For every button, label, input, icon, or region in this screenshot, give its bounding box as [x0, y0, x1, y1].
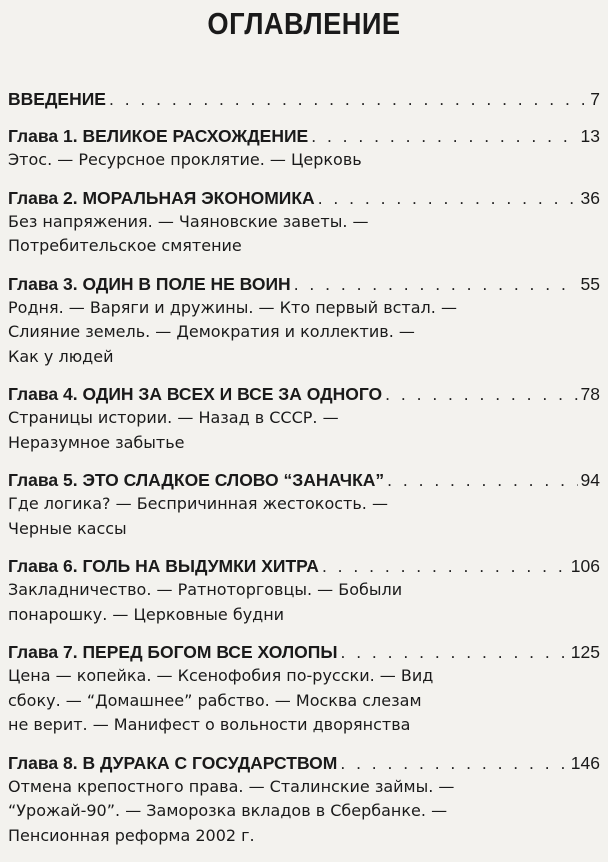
toc-subtopics-line: Страницы истории. — Назад в СССР. —	[8, 408, 339, 427]
dot-leader	[109, 88, 587, 110]
toc-heading-row	[8, 187, 600, 209]
toc-entry-chapter-6[interactable]	[8, 555, 600, 626]
toc-page-number: 55	[580, 273, 600, 294]
toc-heading-row	[8, 641, 600, 663]
toc-page-number: 125	[570, 642, 600, 662]
dot-leader	[340, 752, 567, 774]
dot-leader	[311, 125, 577, 147]
toc-subtopics-line: Закладничество. — Ратноторговцы. — Бобыли	[8, 580, 403, 599]
page-title: ОГЛАВЛЕНИЕ	[207, 6, 401, 41]
toc-page-number: 36	[580, 187, 600, 208]
toc-subtopics-line: Где логика? — Беспричинная жестокость. —	[8, 494, 388, 513]
toc-heading-row	[8, 273, 600, 295]
toc-heading: Глава 4. ОДИН ЗА ВСЕХ И ВСЕ ЗА ОДНОГО	[8, 384, 383, 404]
toc-subtopics-line: Этос. — Ресурсное проклятие. — Церковь	[8, 150, 362, 169]
toc-subtopics-line: Потребительское смятение	[8, 236, 242, 255]
toc-subtopics-line: Отмена крепостного права. — Сталинские займы. —	[8, 776, 455, 796]
toc-entry-chapter-3[interactable]	[8, 273, 600, 369]
toc-heading: ВВЕДЕНИЕ	[8, 89, 106, 109]
dot-leader	[387, 469, 577, 491]
toc-entry-chapter-2[interactable]	[8, 187, 600, 258]
toc-entry-chapter-7[interactable]	[8, 641, 600, 737]
dot-leader	[385, 383, 577, 405]
toc-subtopics-line: Без напряжения. — Чаяновские заветы. —	[8, 211, 369, 231]
toc-page-number: 146	[570, 752, 600, 773]
toc-page-number: 94	[580, 470, 600, 490]
toc-heading: Глава 7. ПЕРЕД БОГОМ ВСЕ ХОЛОПЫ	[8, 642, 338, 662]
toc-page-number: 7	[590, 89, 600, 109]
toc-heading-row	[8, 469, 600, 491]
toc-heading-row	[8, 383, 600, 405]
table-of-contents	[8, 88, 600, 862]
toc-subtopics-line: сбоку. — “Домашнее” рабство. — Москва слезам	[8, 690, 422, 710]
toc-subtopics-line: “Урожай-90”. — Заморозка вкладов в Сбербанке. —	[8, 801, 448, 820]
toc-subtopics-line: Пенсионная реформа 2002 г.	[8, 825, 255, 845]
toc-page-number: 106	[570, 556, 600, 576]
toc-subtopics-line: Цена — копейка. — Ксенофобия по-русски. — Вид	[8, 666, 434, 685]
toc-subtopics-line: Слияние земель. — Демократия и коллектив. —	[8, 322, 415, 341]
toc-subtopics-line: Неразумное забытье	[8, 432, 185, 452]
toc-subtopics-line: не верит. — Манифест о вольности дворянства	[8, 715, 411, 734]
toc-heading-row	[8, 752, 600, 774]
toc-heading: Глава 8. В ДУРАКА С ГОСУДАРСТВОМ	[8, 752, 338, 773]
toc-heading: Глава 2. МОРАЛЬНАЯ ЭКОНОМИКА	[8, 187, 315, 208]
toc-subtopics-line: Как у людей	[8, 346, 114, 366]
toc-heading-row	[8, 555, 600, 577]
dot-leader	[322, 555, 568, 577]
toc-heading-row	[8, 125, 600, 147]
toc-entry-intro[interactable]	[8, 88, 600, 110]
toc-entry-chapter-1[interactable]	[8, 125, 600, 172]
toc-heading: Глава 5. ЭТО СЛАДКОЕ СЛОВО “ЗАНАЧКА”	[8, 470, 385, 490]
dot-leader	[294, 273, 578, 295]
toc-heading: Глава 3. ОДИН В ПОЛЕ НЕ ВОИН	[8, 273, 291, 294]
toc-entry-chapter-8[interactable]	[8, 752, 600, 848]
dot-leader	[318, 187, 578, 209]
toc-page-number: 13	[580, 126, 600, 146]
toc-entry-chapter-4[interactable]	[8, 383, 600, 454]
toc-heading: Глава 1. ВЕЛИКОЕ РАСХОЖДЕНИЕ	[8, 126, 309, 146]
toc-entry-chapter-5[interactable]	[8, 469, 600, 540]
dot-leader	[340, 641, 567, 663]
toc-heading-row	[8, 88, 600, 110]
toc-subtopics-line: Родня. — Варяги и дружины. — Кто первый встал. —	[8, 297, 457, 317]
toc-heading: Глава 6. ГОЛЬ НА ВЫДУМКИ ХИТРА	[8, 556, 319, 576]
toc-page-number: 78	[580, 384, 600, 404]
toc-subtopics-line: понарошку. — Церковные будни	[8, 604, 285, 624]
toc-subtopics-line: Черные кассы	[8, 518, 127, 538]
